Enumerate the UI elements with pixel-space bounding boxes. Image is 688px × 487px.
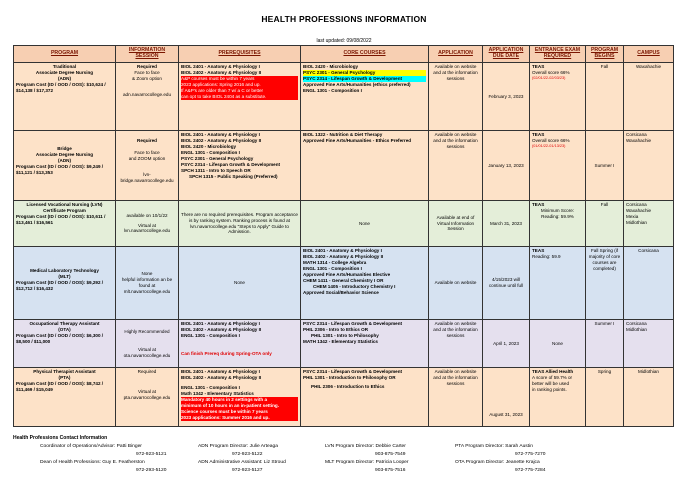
programs-table — [13, 45, 674, 427]
prerequisites-cell: BIOL 2401 - Anatomy & Physiology I BIOL 2402 - Anatomy & Physiology II ENGL 1301 - Composition I Can finish Prereq during Spring-OTA only — [179, 320, 301, 368]
table-row — [14, 63, 674, 131]
application-cell: Available on website and at the information sessions — [429, 63, 483, 131]
program-cell: Medical Laboratory Technology (MLT) Program Cost (ID / OOD / OOS): $9,292 / $12,712 / $16,432 — [14, 247, 116, 320]
program-cost: Program Cost (ID / OOD / OOS): $9,249 / $11,121 / $13,353 — [16, 163, 104, 175]
exam-cell: None — [530, 320, 586, 368]
col-header-due-date: APPLICATION DUE DATE — [483, 46, 530, 63]
info-link[interactable]: lvn.navarrocollege.edu — [123, 228, 171, 234]
prerequisites-cell: BIOL 2401 - Anatomy & Physiology I BIOL 2402 - Anatomy & Physiology II A&P courses must be within 7 years 2023 applications: Spring 2016 and up. If A&P's are older than 7 w/ a C or better can opt to take BIOL 2404 as a substitute. — [179, 63, 301, 131]
info-session-cell: Highly Recommended Virtual at ota.navarrocollege.edu — [116, 320, 179, 368]
table-row — [14, 368, 674, 427]
campus-cell: Midlothian — [624, 368, 674, 427]
col-header-program-begins: PROGRAM BEGINS — [586, 46, 624, 63]
info-link[interactable]: ota.navarrocollege.edu — [123, 352, 171, 358]
program-cost: Program Cost (ID / OOD / OOS): $8,742 / $11,469 / $15,049 — [16, 380, 104, 392]
info-link[interactable]: mlt.navarrocollege.edu — [123, 288, 171, 294]
col-header-entrance-exam: ENTRANCE EXAM REQUIRED — [530, 46, 586, 63]
header-row — [14, 46, 674, 63]
core-courses-cell: BIOL 2420 - Microbiology PSYC 2301 - General Psychology PSYC 2314 - Lifespan Growth & Development Approved Fine Arts/Humanities (ethics preferred) ENGL 1301 - Composition I — [301, 63, 429, 131]
info-link[interactable]: lvn-bridge.navarrocollege.edu — [120, 171, 174, 183]
contact-group: PTA Program Director: Sarah Austin 972-775-7270 OTA Program Director: Jeanette Krajca 972-775-7284 — [455, 444, 546, 473]
due-date-cell: March 31, 2023 — [483, 201, 530, 247]
program-name: Traditional — [52, 64, 77, 69]
application-cell: Available at end of Virtual Information Session — [429, 201, 483, 247]
begins-cell: Fall — [586, 201, 624, 247]
due-date-cell: February 3, 2023 — [483, 63, 530, 131]
col-header-core-courses: CORE COURSES — [301, 46, 429, 63]
program-name: Medical Laboratory Technology — [30, 268, 99, 273]
program-cell: Physical Therapist Assistant (PTA) Program Cost (ID / OOD / OOS): $8,742 / $11,469 / $15,049 — [14, 368, 116, 427]
contact-group: LVN Program Director: Debbie Carter 903-875-7549 MLT Program Director: Patricia Looper 903-875-7516 — [325, 444, 409, 473]
begins-cell: Fall Spring (if majority of core courses are completed) — [586, 247, 624, 320]
due-date-cell: April 1, 2023 — [483, 320, 530, 368]
application-cell: Available on website and at the information sessions — [429, 320, 483, 368]
table-row — [14, 247, 674, 320]
contacts-title: Health Professions Contact Information — [13, 435, 108, 441]
core-courses-cell: BIOL 2401 - Anatomy & Physiology I BIOL 2402 - Anatomy & Physiology II MATH 1314 - College Algebra ENGL 1301 - Composition I Approved Fine Arts/Humanities Elective CHEM 1411 - General Chemistry I OR CHEM 1405 - Introductory Chemistry I Approved Social/Behavior Science — [301, 247, 429, 320]
program-cell: Traditional Associate Degree Nursing (ADN) Program Cost (ID / OOD / OOS): $10,624 / $14,138 / $17,372 — [14, 63, 116, 131]
due-date-cell: January 13, 2023 — [483, 131, 530, 201]
begins-cell: Spring — [586, 368, 624, 427]
program-cell: Occupational Therapy Assistant (OTA) Program Cost (ID / OOD / OOS): $6,300 / $8,500 / $11,000 — [14, 320, 116, 368]
info-session-cell: available on 10/1/22 Virtual at lvn.navarrocollege.edu — [116, 201, 179, 247]
info-session-cell: Required Virtual at pta.navarrocollege.edu — [116, 368, 179, 427]
exam-cell: TEAS Overall score 66% (01/01/22-01/13/23) — [530, 131, 586, 201]
begins-cell: Summer I — [586, 131, 624, 201]
due-date-cell: August 31, 2023 — [483, 368, 530, 427]
col-header-prerequisites: PREREQUISITES — [179, 46, 301, 63]
program-cell: Licensed Vocational Nursing (LVN) Certificate Program Program Cost (ID / OOD / OOS): $10,611 / $13,461 / $16,561 — [14, 201, 116, 247]
application-cell: Available on website and at the information sessions — [429, 368, 483, 427]
table-row — [14, 131, 674, 201]
program-name: Physical Therapist Assistant — [33, 369, 96, 374]
core-courses-cell: None — [301, 201, 429, 247]
col-header-info-session: INFORMATION SESSION — [116, 46, 179, 63]
info-session-cell: None helpful information an be found at mlt.navarrocollege.edu — [116, 247, 179, 320]
begins-cell: Fall — [586, 63, 624, 131]
last-updated: last updated: 09/08/2022 — [316, 38, 372, 44]
campus-cell: Corsicana — [624, 247, 674, 320]
exam-cell: TEAS Reading: 59.9 — [530, 247, 586, 320]
info-link[interactable]: adn.navarrocollege.edu — [122, 91, 171, 97]
prerequisites-cell: BIOL 2401 - Anatomy & Physiology I BIOL 2402 - Anatomy & Physiology II ENGL 1301 - Composition I Math 1342 - Elementary Statistics Mandatory 40 hours in 2 settings with a minimum of 10 hours in an in-patient setting. Science courses must be within 7 years 2023 applications: Summer 2016 and up. — [179, 368, 301, 427]
program-cell: Bridge Associate Degree Nursing (ADN) Program Cost (ID / OOD / OOS): $9,249 / $11,121 / $13,353 — [14, 131, 116, 201]
program-cost: Program Cost (ID / OOD / OOS): $9,292 / $12,712 / $16,432 — [16, 279, 104, 291]
program-cost: Program Cost (ID / OOD / OOS): $10,624 / $14,138 / $17,372 — [16, 81, 106, 93]
core-courses-cell: BIOL 1322 - Nutrition & Diet Therapy Approved Fine Arts/Humanities - Ethics Preferred — [301, 131, 429, 201]
col-header-application: APPLICATION — [429, 46, 483, 63]
table-row — [14, 201, 674, 247]
program-cost: Program Cost (ID / OOD / OOS): $10,611 / $13,461 / $16,561 — [16, 213, 106, 225]
due-date-cell: 4/15/2023 will continue until full — [483, 247, 530, 320]
core-courses-cell: PSYC 2314 - Lifespan Growth & Development PHIL 2306 - Intro to Ethics OR PHIL 1301 - Intro to Philosophy MATH 1342 - Elementary Statistics — [301, 320, 429, 368]
program-cost: Program Cost (ID / OOD / OOS): $6,300 / $8,500 / $11,000 — [16, 332, 104, 344]
campus-cell: Corsicana Waxahachie Mexia Midlothian — [624, 201, 674, 247]
application-cell: Available on website — [429, 247, 483, 320]
program-name: Bridge — [57, 146, 72, 151]
campus-cell: Waxahachie — [624, 63, 674, 131]
campus-cell: Corsicana Midlothian — [624, 320, 674, 368]
exam-cell: TEAS Overall score 66% (02/01/22-02/03/23) — [530, 63, 586, 131]
exam-cell: TEAS Allied Health A score of 59.7% or better will be used in ranking points. — [530, 368, 586, 427]
info-session-cell: Required Face to face & Zoom option adn.navarrocollege.edu — [116, 63, 179, 131]
program-name: Licensed Vocational Nursing (LVN) — [26, 202, 103, 207]
info-link[interactable]: pta.navarrocollege.edu — [123, 394, 171, 400]
prerequisites-cell: BIOL 2401 - Anatomy & Physiology I BIOL 2402 - Anatomy & Physiology II BIOL 2420 - Microbiology ENGL 1301 - Composition I PSYC 2301 - General Psychology PSYC 2314 - Lifespan Growth & Development SPCH 1311 - Intro to Speech OR SPCH 1315 - Public Speaking (Preferred) — [179, 131, 301, 201]
contact-group: ADN Program Director: Julie Arteaga 972-923-5122 ADN Administrative Assistant: Liz Stroud 972-923-5127 — [198, 444, 286, 473]
table-row — [14, 320, 674, 368]
prerequisites-cell: There are no required prerequisites. Program acceptance is by ranking system. Ranking process is found at lvn.navarrocollege.edu "Steps to Apply" Guide to Admission. — [179, 201, 301, 247]
program-name: Occupational Therapy Assistant — [29, 321, 100, 326]
begins-cell: Summer I — [586, 320, 624, 368]
core-courses-cell: PSYC 2314 - Lifespan Growth & Development PHIL 1301 - Introduction to Philosophy OR PHIL 2306 - Introduction to Ethics — [301, 368, 429, 427]
page-title: HEALTH PROFESSIONS INFORMATION — [261, 14, 427, 24]
col-header-program: PROGRAM — [14, 46, 116, 63]
exam-cell: TEAS Minimum Score: Reading: 59.9% — [530, 201, 586, 247]
application-cell: Available on website and at the information sessions — [429, 131, 483, 201]
info-session-cell: Required Face to face and ZOOM option lvn-bridge.navarrocollege.edu — [116, 131, 179, 201]
campus-cell: Corsicana Waxahachie — [624, 131, 674, 201]
col-header-campus: CAMPUS — [624, 46, 674, 63]
prerequisites-cell: None — [179, 247, 301, 320]
contact-group: Coordinator of Operations/Advisor: Patti Binger 972-923-5121 Dean of Health Professions: Guy E. Featherston 972-293-5120 — [40, 444, 167, 473]
